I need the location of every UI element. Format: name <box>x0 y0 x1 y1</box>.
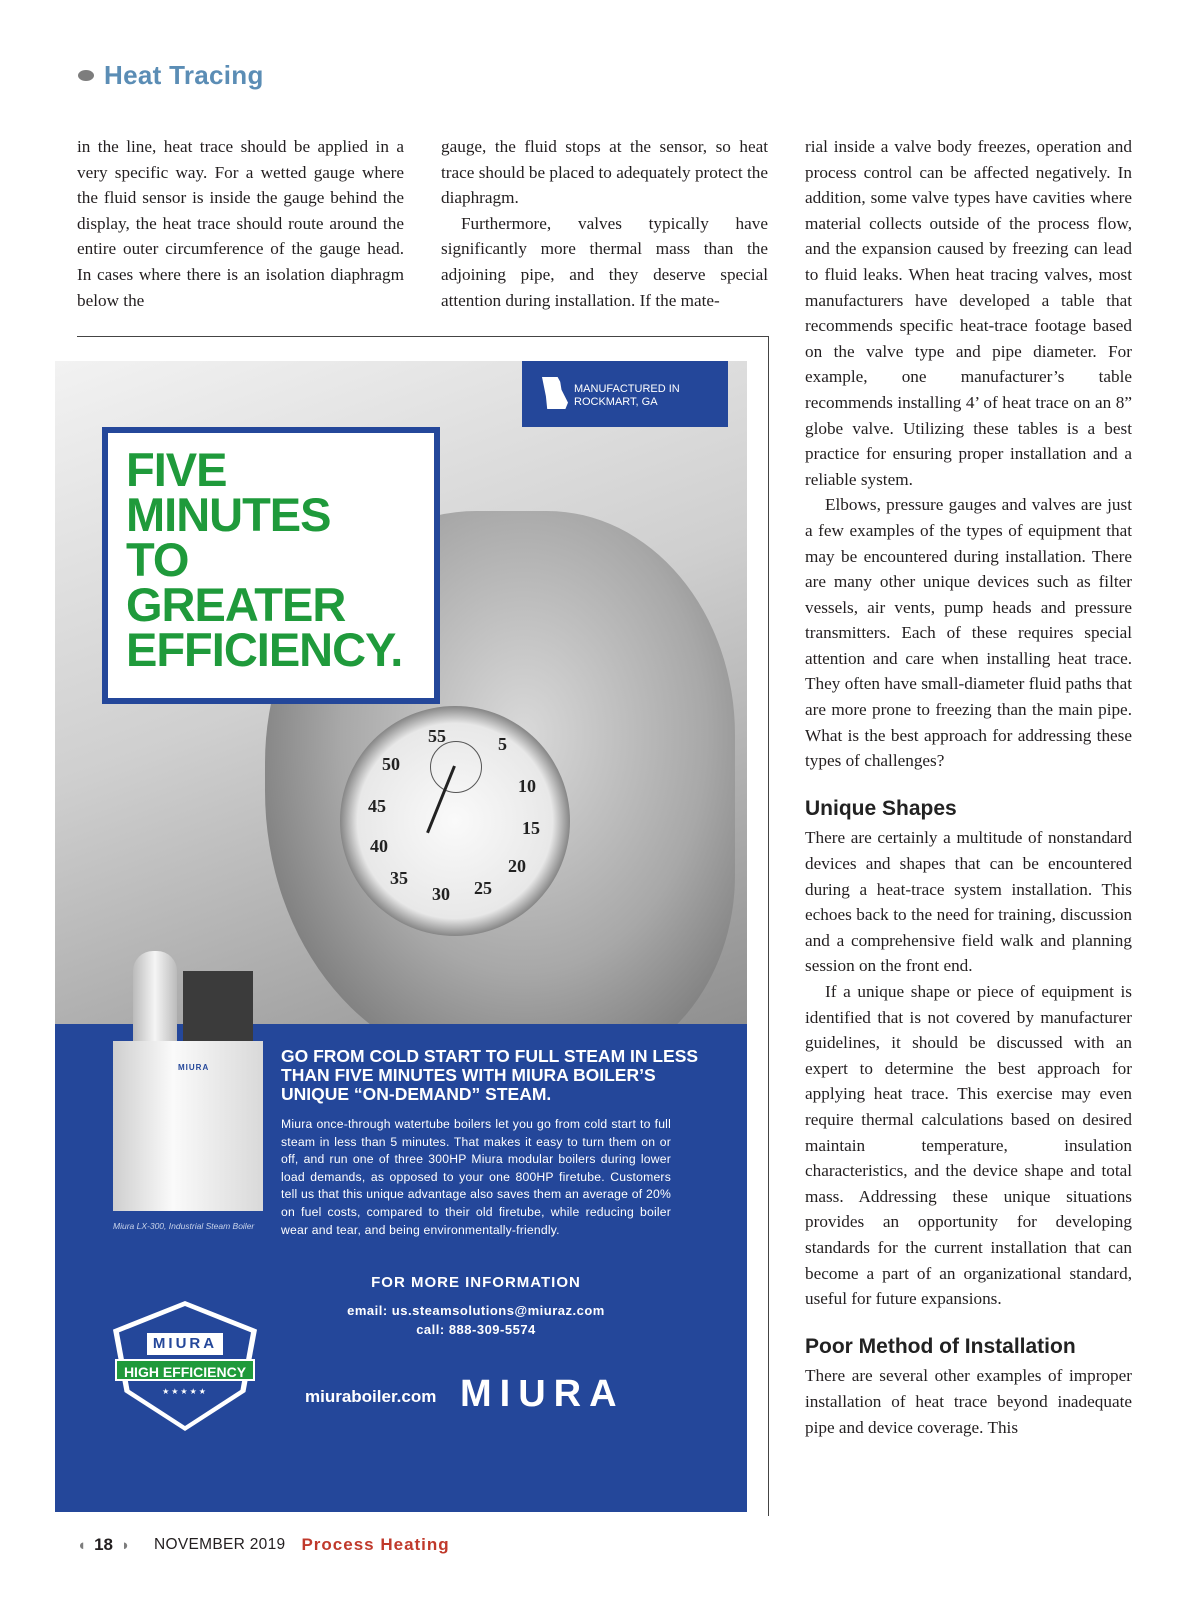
paragraph: There are several other examples of improper installation of heat trace beyond inadequate pipe and device coverage. This <box>805 1366 1132 1437</box>
watch-number: 5 <box>498 734 507 754</box>
section-title: Heat Tracing <box>104 60 264 90</box>
page-footer <box>77 1535 450 1555</box>
paragraph: There are certainly a multitude of nonstandard devices and shapes that can be encountered during a heat-trace system installation. This echoes back to the need for training, discussion and a comprehensive field walk and planning session on the front end. <box>805 828 1132 976</box>
vertical-rule <box>768 336 769 1516</box>
paragraph: in the line, heat trace should be applied in a very specific way. For a wetted gauge where the fluid sensor is inside the gauge behind the display, the heat trace should route around the entire outer circumference of the gauge head. In cases where there is an isolation diaphragm below the <box>77 137 404 310</box>
page-number: 18 <box>94 1535 113 1554</box>
issue-date: NOVEMBER 2019 <box>154 1536 286 1553</box>
subheading-poor-method: Poor Method of Installation <box>805 1334 1076 1358</box>
contact-email[interactable]: email: us.steamsolutions@miuraz.com <box>347 1303 605 1318</box>
watch-number: 50 <box>382 754 400 774</box>
watch-number: 55 <box>428 726 446 746</box>
more-info-heading: FOR MORE INFORMATION <box>371 1274 581 1291</box>
watch-number: 40 <box>370 836 388 856</box>
boiler-image <box>113 951 263 1211</box>
paragraph: Elbows, pressure gauges and valves are just a few examples of the types of equipment that may be encountered during installation. There are many other unique devices such as filter vessels, air vents, pump heads and pressure transmitters. Each of these requires special attention and care when installing heat trace. They often have small-diameter fluid paths that are more prone to freezing than the main pipe. What is the best approach for addressing these types of challenges? <box>805 495 1132 771</box>
headline-line: FIVE <box>126 443 227 496</box>
boiler-mechanics <box>183 971 253 1046</box>
watch-number: 20 <box>508 856 526 876</box>
manufactured-badge <box>522 361 728 427</box>
manufactured-text: MANUFACTURED IN ROCKMART, GA <box>574 383 680 408</box>
boiler-caption: Miura LX-300, Industrial Steam Boiler <box>113 1221 255 1231</box>
ad-body-text: Miura once-through watertube boilers let you go from cold start to full steam in less than 5 minutes. That makes it easy to turn them on or off, and run one of three 300HP Miura modular boilers during lower load demands, as opposed to your one 800HP firetube. Customers tell us that this unique advantage also saves them an average of 20% on fuel costs, compared to their old firetube, while reducing boiler wear and tear, and being environmentally-friendly. <box>281 1117 671 1237</box>
watch-number: 25 <box>474 878 492 898</box>
ad-subheadline: GO FROM COLD START TO FULL STEAM IN LESS THAN FIVE MINUTES WITH MIURA BOILER’S UNIQUE “ON-DEMAND” STEAM. <box>281 1046 699 1104</box>
watch-number: 15 <box>522 818 540 838</box>
headline-line: MINUTES <box>126 488 331 541</box>
right-arrow-icon: ◗ <box>120 1536 131 1554</box>
high-efficiency-shield-icon <box>113 1301 257 1431</box>
article-column-2 <box>441 134 768 313</box>
shield-brand: MIURA <box>147 1333 223 1355</box>
contact-info <box>281 1301 671 1339</box>
watch-number: 45 <box>368 796 386 816</box>
stopwatch-image <box>340 706 570 936</box>
horizontal-rule <box>77 336 768 337</box>
paragraph: gauge, the fluid stops at the sensor, so heat trace should be placed to adequately protect the diaphragm. <box>441 137 768 208</box>
magazine-brand: Process Heating <box>301 1535 450 1554</box>
boiler-logo: MIURA <box>178 1063 210 1072</box>
left-arrow-icon: ◖ <box>77 1536 87 1554</box>
contact-phone[interactable]: call: 888-309-5574 <box>416 1322 536 1337</box>
headline-line: GREATER <box>126 578 346 631</box>
watch-number: 10 <box>518 776 536 796</box>
section-header <box>78 60 264 91</box>
watch-number: 30 <box>432 884 450 904</box>
headline-line: EFFICIENCY. <box>126 623 403 676</box>
georgia-state-icon <box>542 377 568 409</box>
stars-icon: ★★★★★ <box>162 1387 208 1396</box>
headline-line: TO <box>126 533 189 586</box>
watch-number: 35 <box>390 868 408 888</box>
subheading-unique-shapes: Unique Shapes <box>805 796 957 820</box>
paragraph: If a unique shape or piece of equipment is identified that is not covered by manufacturer guidelines, it should be discussed with an expert to determine the best approach for applying heat trace. This exercise may even require thermal calculations based on desired maintain temperature, insulation characteristics, and the device shape and total mass. Addressing these unique situations provides an opportunity for developing standards for the current installation that can become a part of an organizational standard, useful for future expansions. <box>805 982 1132 1309</box>
article-column-1 <box>77 134 404 313</box>
bullet-icon <box>78 70 94 81</box>
stopwatch-subdial <box>430 741 482 793</box>
ad-website-link[interactable]: miuraboiler.com <box>305 1387 437 1406</box>
paragraph: rial inside a valve body freezes, operation and process control can be affected negatively. In addition, some valve types have cavities where material collects outside of the process flow, and the expansion caused by freezing can lead to fluid leaks. When heat tracing valves, most manufacturers have developed a table that recommends specific heat-trace footage based on the valve type and pipe diameter. For example, one manufacturer’s table recommends installing 4’ of heat trace on an 8” globe valve. Utilizing these tables is a best practice for ensuring proper installation and a reliable system. <box>805 137 1132 489</box>
shield-band: HIGH EFFICIENCY <box>115 1359 255 1381</box>
ad-headline <box>126 443 403 676</box>
miura-logo: MIURA <box>460 1373 625 1415</box>
boiler-tank <box>133 951 177 1046</box>
ad-headline-box <box>102 427 440 704</box>
paragraph: Furthermore, valves typically have significantly more thermal mass than the adjoining pipe, and they deserve special attention during installation. If the mate- <box>441 213 768 310</box>
article-column-3 <box>805 134 1132 1440</box>
advertisement <box>55 361 747 1512</box>
